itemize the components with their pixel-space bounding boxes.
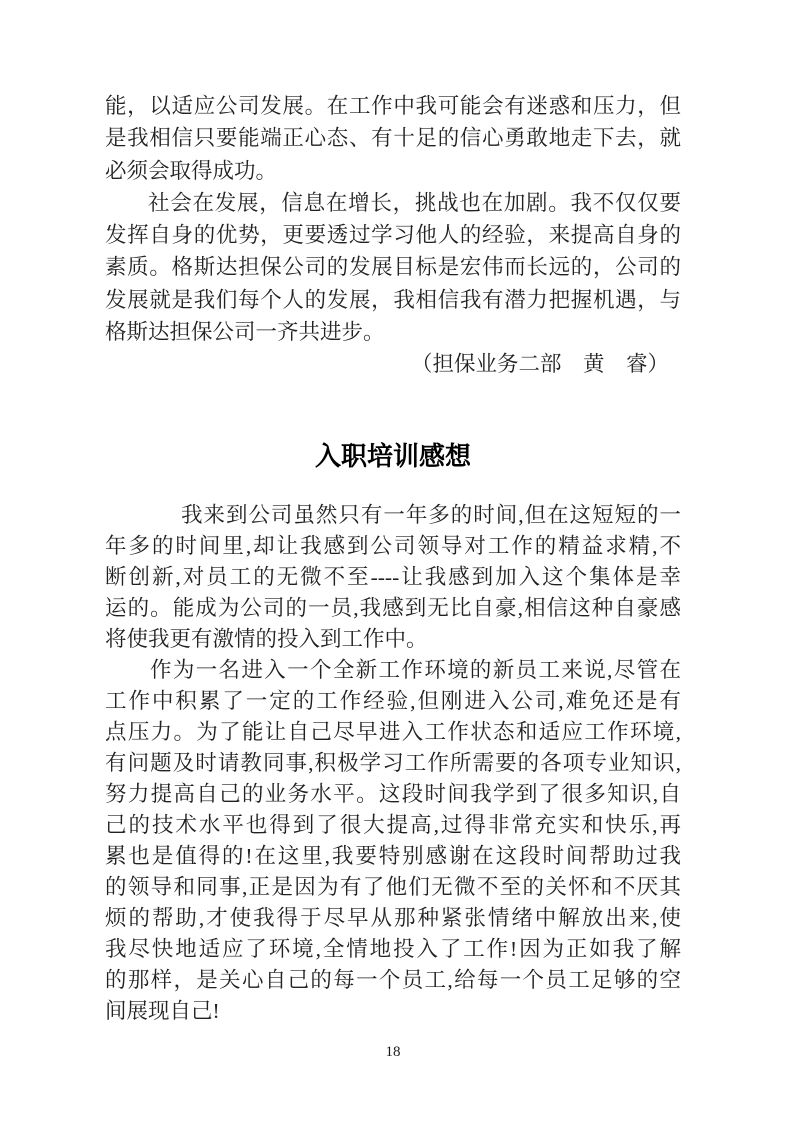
- text-line: 间展现自己!: [105, 998, 220, 1023]
- text-line: 素质。格斯达担保公司的发展目标是宏伟而长远的，公司的: [105, 255, 681, 280]
- text-line: 努力提高自己的业务水平。这段时间我学到了很多知识,自: [105, 781, 681, 806]
- paragraph: [105, 90, 681, 187]
- text-line: 年多的时间里,却让我感到公司领导对工作的精益求精,不: [105, 533, 681, 558]
- article-heading: 入职培训感想: [314, 440, 471, 471]
- text-line: 累也是值得的!在这里,我要特别感谢在这段时间帮助过我: [105, 843, 681, 868]
- text-line: 烦的帮助,才使我得于尽早从那种紧张情绪中解放出来,使: [105, 905, 681, 930]
- text-line: 运的。能成为公司的一员,我感到无比自豪,相信这种自豪感: [105, 595, 681, 620]
- text-line: 能，以适应公司发展。在工作中我可能会有迷惑和压力，但: [105, 94, 681, 118]
- signature-line: （担保业务二部 黄 睿）: [410, 352, 669, 377]
- text-line: 己的技术水平也得到了很大提高,过得非常充实和快乐,再: [105, 812, 681, 837]
- text-line: 工作中积累了一定的工作经验,但刚进入公司,难免还是有: [105, 688, 681, 713]
- text-line: 格斯达担保公司一齐共进步。: [105, 320, 385, 345]
- text-line: 点压力。为了能让自己尽早进入工作状态和适应工作环境,: [105, 719, 681, 744]
- text-line: 社会在发展，信息在增长，挑战也在加剧。我不仅仅要: [148, 190, 681, 215]
- text-line: 必须会取得成功。: [105, 158, 278, 183]
- text-line: 断创新,对员工的无微不至----让我感到加入这个集体是幸: [105, 564, 681, 589]
- text-line: 的那样，是关心自己的每一个员工,给每一个员工足够的空: [105, 967, 681, 992]
- paragraph: [105, 500, 681, 655]
- text-line: 发挥自身的优势，更要透过学习他人的经验，来提高自身的: [105, 223, 681, 248]
- text-line: 作为一名进入一个全新工作环境的新员工来说,尽管在: [150, 657, 681, 682]
- paragraph: [105, 655, 681, 1027]
- text-line: 将使我更有激情的投入到工作中。: [105, 626, 428, 651]
- text-line: 是我相信只要能端正心态、有十足的信心勇敢地走下去，就: [105, 126, 681, 151]
- article-body: [105, 500, 681, 1027]
- page-number: 18: [385, 1043, 401, 1060]
- text-line: 的领导和同事,正是因为有了他们无微不至的关怀和不厌其: [105, 874, 681, 899]
- previous-article-ending: [105, 90, 681, 381]
- text-line: 我尽快地适应了环境,全情地投入了工作!因为正如我了解: [105, 936, 681, 961]
- text-line: 有问题及时请教同事,积极学习工作所需要的各项专业知识,: [105, 750, 681, 775]
- text-line: 我来到公司虽然只有一年多的时间,但在这短短的一: [181, 502, 681, 527]
- paragraph: [105, 187, 681, 348]
- text-line: 发展就是我们每个人的发展，我相信我有潜力把握机遇，与: [105, 287, 681, 312]
